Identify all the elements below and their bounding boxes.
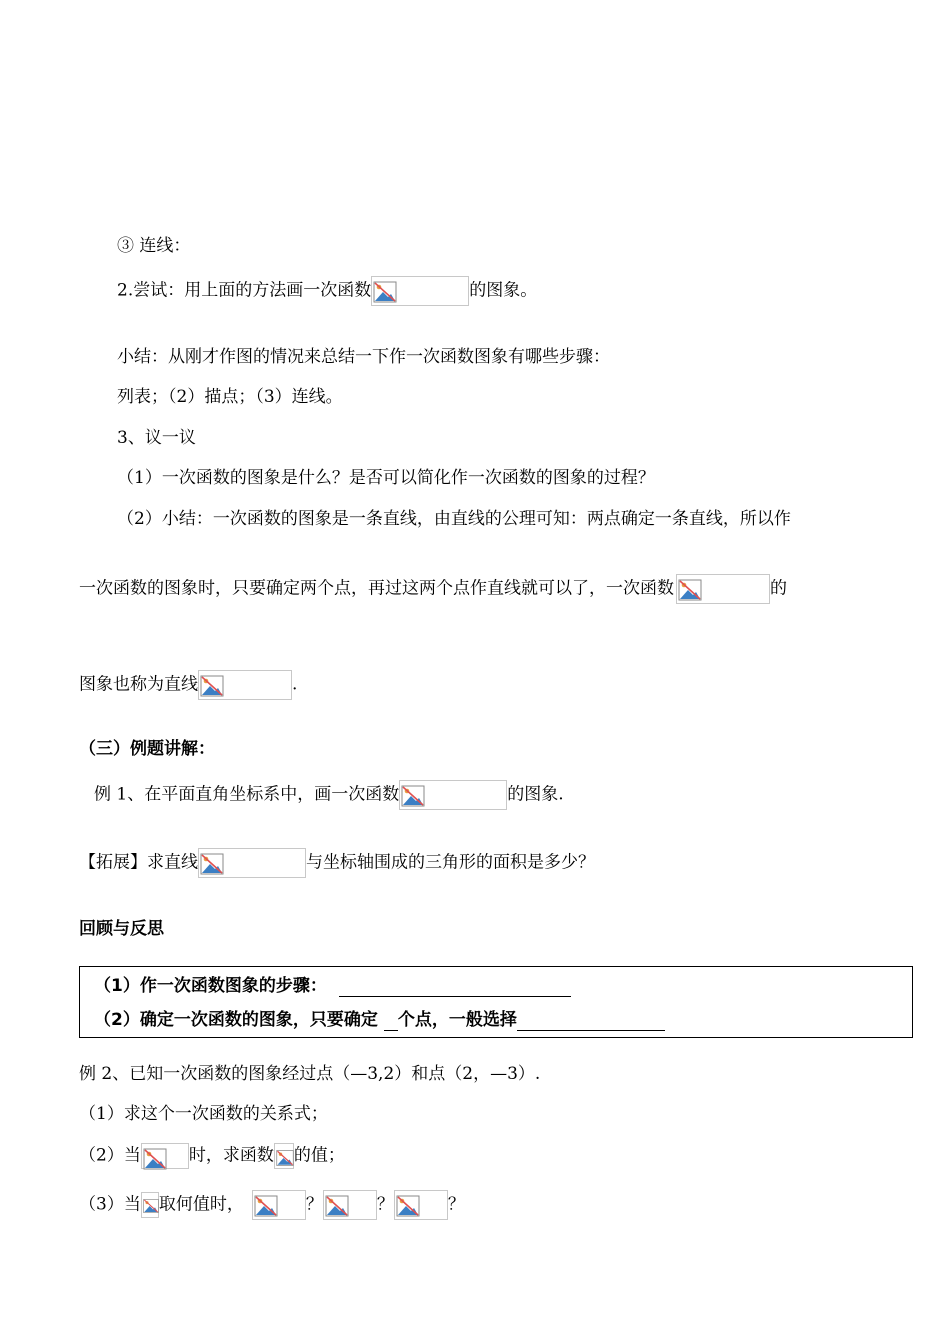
extension-text-a: 【拓展】求直线 (79, 852, 198, 873)
step3-text: ③ 连线： (117, 236, 191, 256)
review-item-1-text: （1）作一次函数图象的步骤： (94, 976, 327, 996)
try-line (117, 276, 537, 306)
formula-image-icon (141, 1192, 159, 1218)
example2-question-2 (79, 1143, 345, 1169)
example2-question-1: （1）求这个一次函数的关系式； (79, 1104, 328, 1124)
review-item-2-text-a: （2）确定一次函数的图象，只要确定 (94, 1010, 378, 1030)
formula-image-icon (676, 574, 770, 604)
formula-image-icon (323, 1190, 377, 1220)
question-2: （2）小结：一次函数的图象是一条直线，由直线的公理可知：两点确定一条直线，所以作 (117, 509, 791, 529)
question-1: （1）一次函数的图象是什么？是否可以简化作一次函数的图象的过程？ (117, 468, 655, 488)
example2-question-3 (79, 1190, 465, 1220)
discuss-heading: 3、议一议 (117, 428, 196, 448)
question-mark: ？ (305, 1194, 323, 1215)
section-heading: （三）例题讲解： (79, 739, 215, 759)
example2-question-2-text-a: （2）当 (79, 1145, 141, 1166)
continuation-text-a: 一次函数的图象时，只要确定两个点，再过这两个点作直线就可以了，一次函数 (79, 578, 674, 599)
example2-text: 例 2、已知一次函数的图象经过点（—3,2）和点（2，—3）. (79, 1064, 541, 1084)
try-text-b: 的图象。 (469, 280, 538, 301)
summary-text: 小结：从刚才作图的情况来总结一下作一次函数图象有哪些步骤： (117, 347, 610, 367)
review-item-2-text-b: 个点，一般选择 (397, 1010, 517, 1030)
answer-blank[interactable] (384, 1012, 398, 1031)
continuation-line (79, 574, 787, 604)
example1-text-a: 例 1、在平面直角坐标系中，画一次函数 (94, 784, 400, 805)
formula-image-icon (371, 276, 469, 306)
answer-blank[interactable] (339, 978, 571, 997)
formula-image-icon (198, 670, 292, 700)
example1-line (94, 780, 564, 810)
also-text-a: 图象也称为直线 (79, 674, 198, 695)
review-heading: 回顾与反思 (79, 919, 164, 939)
try-text-a: 2.尝试：用上面的方法画一次函数 (117, 280, 372, 301)
extension-text-b: 与坐标轴围成的三角形的面积是多少？ (306, 852, 595, 873)
also-line (79, 670, 297, 700)
answer-blank[interactable] (517, 1012, 665, 1031)
formula-image-icon (274, 1143, 294, 1169)
formula-image-icon (394, 1190, 448, 1220)
continuation-text-b: 的 (770, 578, 787, 599)
extension-line (79, 848, 595, 878)
also-text-b: . (292, 674, 298, 695)
example2-question-2-text-c: 的值； (293, 1145, 345, 1166)
example2-question-3-text-b: 取何值时， (158, 1194, 244, 1215)
question-mark: ？ (376, 1194, 394, 1215)
review-item-2 (94, 1009, 665, 1031)
review-item-1 (94, 975, 571, 997)
formula-image-icon (198, 848, 306, 878)
example1-text-b: 的图象. (507, 784, 564, 805)
example2-question-2-text-b: 时，求函数 (188, 1145, 274, 1166)
example2-question-3-text-a: （3）当 (79, 1194, 141, 1215)
formula-image-icon (252, 1190, 306, 1220)
question-mark: ？ (447, 1194, 465, 1215)
formula-image-icon (141, 1143, 189, 1169)
formula-image-icon (399, 780, 507, 810)
steps-text: 列表；（2）描点；（3）连线。 (117, 387, 343, 407)
